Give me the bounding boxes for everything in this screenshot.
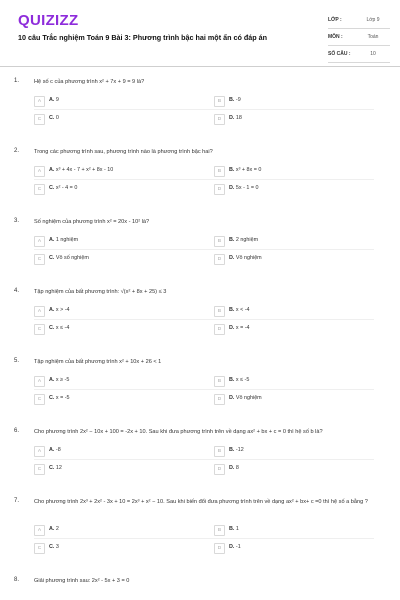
option-value: -9 <box>235 97 241 103</box>
option-value: -8 <box>55 447 61 453</box>
option-text <box>229 377 249 383</box>
option-value: x = -5 <box>55 395 70 401</box>
option-text <box>229 115 242 121</box>
answer-option[interactable] <box>34 464 204 476</box>
option-letter-box[interactable]: A <box>34 306 45 317</box>
option-value: x ≥ -5 <box>55 377 70 383</box>
answer-option[interactable] <box>34 184 204 196</box>
answer-option[interactable] <box>34 525 204 537</box>
option-text <box>49 395 70 401</box>
answer-option[interactable] <box>34 166 204 178</box>
option-text <box>49 307 70 313</box>
option-row-divider <box>34 389 374 390</box>
option-label: C. <box>49 544 55 550</box>
option-letter-box[interactable]: B <box>214 525 225 536</box>
meta-box <box>328 12 390 63</box>
option-text <box>49 185 77 191</box>
option-text <box>49 255 89 261</box>
answer-option[interactable] <box>214 376 384 388</box>
answer-option[interactable] <box>214 166 384 178</box>
option-text <box>229 465 239 471</box>
option-letter-box[interactable]: C <box>34 114 45 125</box>
question-number: 5. <box>14 358 20 364</box>
meta-key: MÔN : <box>328 34 343 40</box>
meta-row-count <box>328 46 390 63</box>
option-text <box>229 255 262 261</box>
option-row-divider <box>34 249 374 250</box>
option-letter-box[interactable]: A <box>34 376 45 387</box>
question-number: 2. <box>14 148 20 154</box>
option-letter-box[interactable]: D <box>214 543 225 554</box>
option-text <box>49 325 69 331</box>
option-letter-box[interactable]: A <box>34 525 45 536</box>
meta-key: LỚP : <box>328 17 342 23</box>
quizizz-logo: QUIZIZZ <box>18 12 79 29</box>
option-letter-box[interactable]: D <box>214 394 225 405</box>
question-text: Cho phương trình 2x² − 10x + 100 = -2x + 10. Sau khi đưa phương trình trên về dạng ax² + bx + c = 0 thì hệ số b là? <box>34 429 323 435</box>
option-label: D. <box>229 115 235 121</box>
question-number: 1. <box>14 78 20 84</box>
option-text <box>229 526 239 532</box>
option-label: B. <box>229 447 235 453</box>
option-letter-box[interactable]: D <box>214 184 225 195</box>
option-label: A. <box>49 377 55 383</box>
option-text <box>229 325 250 331</box>
option-text <box>49 237 78 243</box>
answer-option[interactable] <box>214 394 384 406</box>
option-label: A. <box>49 307 55 313</box>
option-label: C. <box>49 115 55 121</box>
option-text <box>229 447 244 453</box>
option-letter-box[interactable]: C <box>34 184 45 195</box>
meta-row-grade <box>328 12 390 29</box>
option-letter-box[interactable]: B <box>214 306 225 317</box>
option-text <box>229 185 259 191</box>
option-row-divider <box>34 459 374 460</box>
option-row-divider <box>34 319 374 320</box>
option-value: 9 <box>55 97 59 103</box>
meta-value: 10 <box>370 51 376 57</box>
option-text <box>49 97 59 103</box>
question-text: Tập nghiệm của bất phương trình x² + 10x + 26 < 1 <box>34 359 162 365</box>
question-text: Cho phương trình 2x³ + 2x² - 3x + 10 = 2x³ + x² − 10. Sau khi biến đổi đưa phương trình trên về dạng ax² + bx+ c =0 thì hệ số a bằng ? <box>34 499 368 505</box>
option-row-divider <box>34 109 374 110</box>
option-row-divider <box>34 538 374 539</box>
option-value: 3 <box>55 544 59 550</box>
option-text <box>49 447 61 453</box>
option-value: x ≤ -5 <box>235 377 250 383</box>
option-value: Vô nghiệm <box>235 255 262 261</box>
option-text <box>229 307 250 313</box>
option-label: C. <box>49 185 55 191</box>
question-number: 4. <box>14 288 20 294</box>
answer-option[interactable] <box>34 376 204 388</box>
option-value: 8 <box>235 465 239 471</box>
option-value: 12 <box>55 465 62 471</box>
option-text <box>49 167 113 173</box>
option-value: x < -4 <box>235 307 250 313</box>
option-letter-box[interactable]: A <box>34 236 45 247</box>
option-label: A. <box>49 167 55 173</box>
option-label: A. <box>49 526 55 532</box>
option-label: B. <box>229 526 235 532</box>
answer-option[interactable] <box>214 446 384 458</box>
answer-option[interactable] <box>34 543 204 555</box>
option-letter-box[interactable]: C <box>34 324 45 335</box>
option-letter-box[interactable]: A <box>34 96 45 107</box>
question-text: Giải phương trình sau: 2x² - 5x + 3 = 0 <box>34 578 130 584</box>
question-number: 8. <box>14 577 20 583</box>
option-letter-box[interactable]: C <box>34 543 45 554</box>
option-label: D. <box>229 255 235 261</box>
option-label: D. <box>229 544 235 550</box>
option-letter-box[interactable]: A <box>34 166 45 177</box>
answer-option[interactable] <box>34 254 204 266</box>
option-letter-box[interactable]: B <box>214 376 225 387</box>
answer-option[interactable] <box>214 525 384 537</box>
answer-option[interactable] <box>34 446 204 458</box>
option-label: D. <box>229 395 235 401</box>
answer-option[interactable] <box>34 394 204 406</box>
answer-option[interactable] <box>34 236 204 248</box>
option-value: 1 nghiệm <box>55 237 79 243</box>
option-value: 5x - 1 = 0 <box>235 185 259 191</box>
option-letter-box[interactable]: D <box>214 324 225 335</box>
option-letter-box[interactable]: A <box>34 446 45 457</box>
option-letter-box[interactable]: B <box>214 446 225 457</box>
header-divider <box>0 66 400 67</box>
option-text <box>49 115 59 121</box>
answer-option[interactable] <box>214 96 384 108</box>
option-text <box>229 395 262 401</box>
answer-option[interactable] <box>214 543 384 555</box>
option-label: B. <box>229 97 235 103</box>
meta-key: SỐ CÂU : <box>328 51 351 57</box>
option-text <box>49 465 62 471</box>
option-letter-box[interactable]: C <box>34 464 45 475</box>
option-text <box>49 377 69 383</box>
option-value: 2 <box>55 526 59 532</box>
answer-option[interactable] <box>34 324 204 336</box>
answer-option[interactable] <box>214 114 384 126</box>
option-label: B. <box>229 377 235 383</box>
question-text: Số nghiệm của phương trình x² = 20x - 10² là? <box>34 219 150 225</box>
option-label: C. <box>49 395 55 401</box>
option-text <box>49 526 59 532</box>
answer-option[interactable] <box>214 184 384 196</box>
answer-option[interactable] <box>214 306 384 318</box>
option-text <box>229 237 258 243</box>
option-label: B. <box>229 307 235 313</box>
option-label: D. <box>229 465 235 471</box>
option-row-divider <box>34 179 374 180</box>
option-value: x = -4 <box>235 325 250 331</box>
option-letter-box[interactable]: B <box>214 236 225 247</box>
answer-option[interactable] <box>34 306 204 318</box>
option-letter-box[interactable]: D <box>214 464 225 475</box>
option-letter-box[interactable]: D <box>214 254 225 265</box>
option-text <box>229 544 241 550</box>
option-label: C. <box>49 465 55 471</box>
option-value: -12 <box>235 447 244 453</box>
answer-option[interactable] <box>214 324 384 336</box>
option-label: C. <box>49 255 55 261</box>
option-text <box>49 544 59 550</box>
option-letter-box[interactable]: B <box>214 96 225 107</box>
option-letter-box[interactable]: C <box>34 394 45 405</box>
question-number: 3. <box>14 218 20 224</box>
option-value: 18 <box>235 115 242 121</box>
option-letter-box[interactable]: D <box>214 114 225 125</box>
option-label: B. <box>229 167 235 173</box>
option-text <box>229 167 261 173</box>
option-value: x > -4 <box>55 307 70 313</box>
option-label: A. <box>49 447 55 453</box>
worksheet-title: 10 câu Trắc nghiệm Toán 9 Bài 3: Phương trình bậc hai một ẩn có đáp án <box>18 33 268 42</box>
option-label: D. <box>229 185 235 191</box>
question-number: 6. <box>14 428 20 434</box>
option-label: D. <box>229 325 235 331</box>
option-value: -1 <box>235 544 241 550</box>
option-value: Vô nghiệm <box>235 395 262 401</box>
option-value: x ≤ -4 <box>55 325 70 331</box>
answer-option[interactable] <box>34 114 204 126</box>
meta-value: Toán <box>367 34 379 40</box>
option-letter-box[interactable]: B <box>214 166 225 177</box>
worksheet-header <box>0 0 400 62</box>
option-value: x² - 4 = 0 <box>55 185 78 191</box>
option-value: x³ + 8x = 0 <box>235 167 262 173</box>
question-text: Tập nghiệm của bất phương trình: √(x² + 8x + 25) ≤ 3 <box>34 289 167 295</box>
answer-option[interactable] <box>214 236 384 248</box>
question-text: Trong các phương trình sau, phương trình nào là phương trình bậc hai? <box>34 149 213 155</box>
option-value: Vô số nghiệm <box>55 255 89 261</box>
option-value: x³ + 4x - 7 + x² + 8x - 10 <box>55 167 114 173</box>
option-letter-box[interactable]: C <box>34 254 45 265</box>
meta-value: Lớp 9 <box>366 17 380 23</box>
answer-option[interactable] <box>214 254 384 266</box>
option-label: B. <box>229 237 235 243</box>
option-value: 0 <box>55 115 59 121</box>
option-text <box>229 97 241 103</box>
meta-row-subject <box>328 29 390 46</box>
option-label: A. <box>49 237 55 243</box>
answer-option[interactable] <box>214 464 384 476</box>
option-value: 2 nghiệm <box>235 237 259 243</box>
option-value: 1 <box>235 526 239 532</box>
answer-option[interactable] <box>34 96 204 108</box>
question-text: Hệ số c của phương trình x² + 7x + 9 = 9 là? <box>34 79 145 85</box>
option-label: C. <box>49 325 55 331</box>
question-number: 7. <box>14 498 20 504</box>
option-label: A. <box>49 97 55 103</box>
